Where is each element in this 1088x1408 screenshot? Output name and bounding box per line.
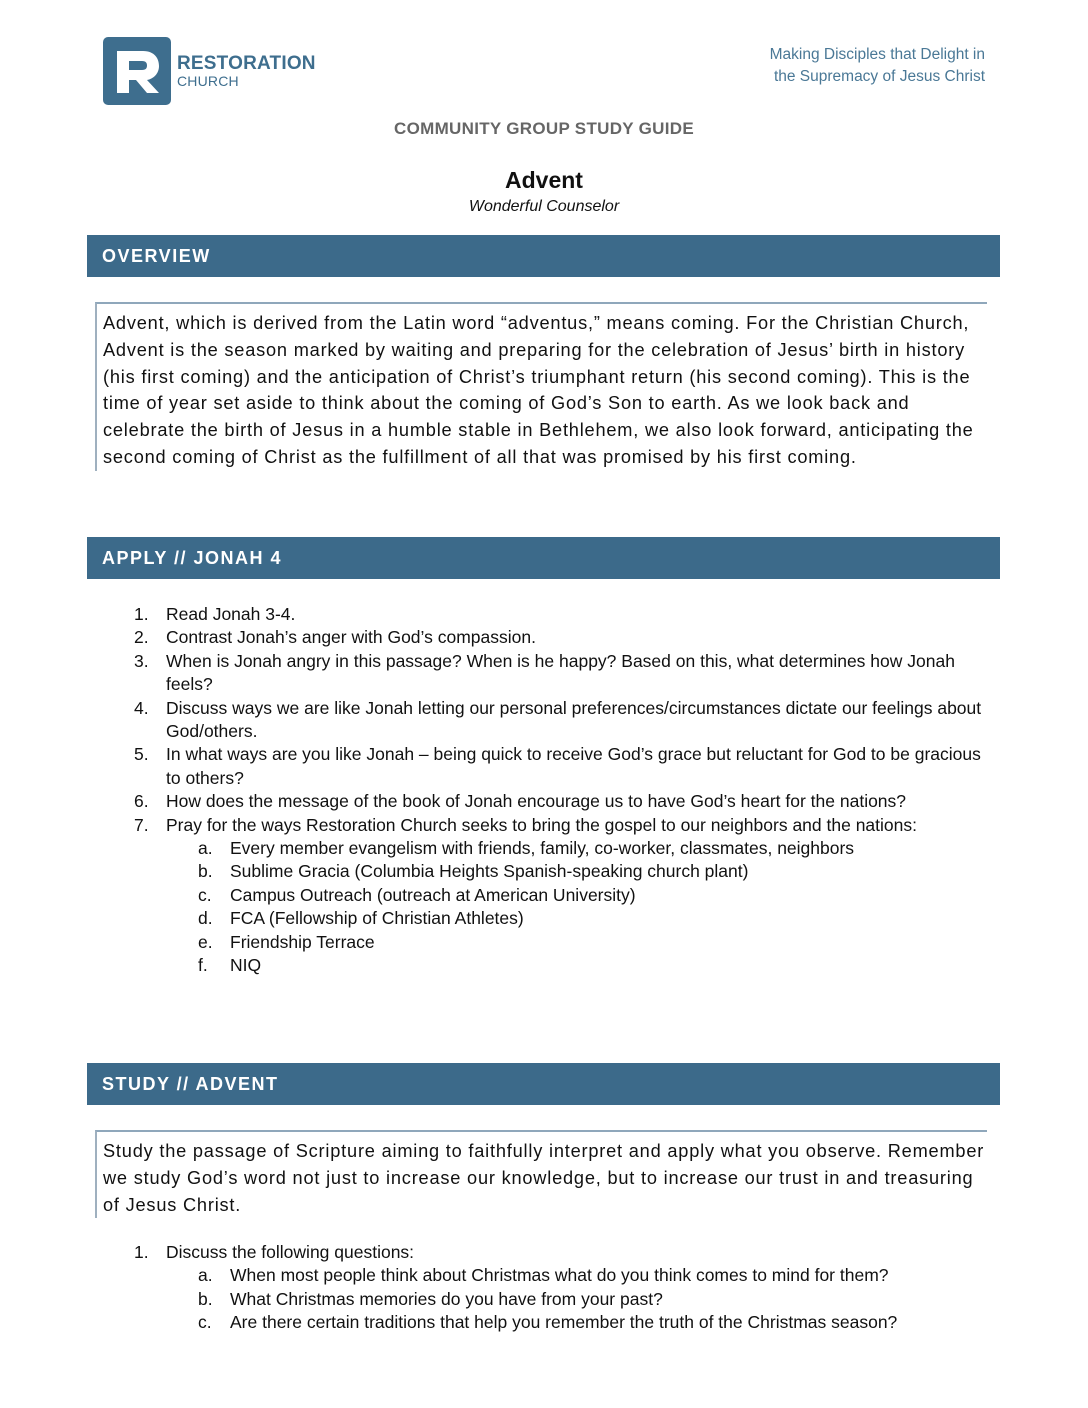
list-number: 4. [134,697,149,718]
sub-list-letter: f. [198,955,208,976]
sub-list-item [0,931,996,954]
section-heading-overview: OVERVIEW [87,235,1000,277]
sub-list-item-text: What Christmas memories do you have from your past? [230,1288,663,1309]
sub-list-item [0,837,996,860]
logo-r-icon [103,37,171,105]
list-item [0,650,996,697]
list-number: 7. [134,814,149,835]
sub-list-letter: c. [198,884,212,905]
sub-list-item-text: NIQ [230,955,262,976]
list-item-text: When is Jonah angry in this passage? When is he happy? Based on this, what determines how Jonah feels? [166,650,955,695]
list-number: 5. [134,744,149,765]
list-item-text: Contrast Jonah’s anger with God’s compassion. [166,627,536,648]
sub-list-item [0,907,996,930]
sub-list-letter: e. [198,931,213,952]
sub-list-letter: b. [198,1288,213,1309]
sub-list-item-text: FCA (Fellowship of Christian Athletes) [230,908,524,929]
sub-list-item-text: Sublime Gracia (Columbia Heights Spanish-speaking church plant) [230,861,749,882]
list-item [0,626,996,649]
list-number: 2. [134,627,149,648]
logo-name: RESTORATION [177,53,316,74]
list-item [0,743,996,790]
list-item [0,814,996,837]
guide-title: COMMUNITY GROUP STUDY GUIDE [394,119,694,138]
list-number: 1. [134,604,149,624]
section-heading-apply: APPLY // JONAH 4 [87,537,1000,579]
tagline-line-1: Making Disciples that Delight in [769,46,985,63]
apply-list [0,603,996,978]
study-intro-text: Study the passage of Scripture aiming to faithfully interpret and apply what you observe. Remember we study God’s word not just to increase our knowledge, but to increase our trust in and treasuring of Jesus Christ. [95,1130,987,1218]
tagline-line-2: the Supremacy of Jesus Christ [773,68,985,85]
logo-subname: CHURCH [177,73,239,89]
sub-list-item [0,1264,996,1287]
sub-list-letter: c. [198,1312,212,1333]
document-title: Advent [505,167,583,193]
list-item-text: Pray for the ways Restoration Church seeks to bring the gospel to our neighbors and the nations: [166,814,917,835]
tagline [770,44,985,88]
sub-list-letter: d. [198,908,213,929]
sub-list-item-text: When most people think about Christmas what do you think comes to mind for them? [230,1265,889,1286]
list-item-text: Discuss the following questions: [166,1242,415,1262]
sub-list-item-text: Are there certain traditions that help you remember the truth of the Christmas season? [230,1312,898,1333]
list-item [0,697,996,744]
overview-text: Advent, which is derived from the Latin word “adventus,” means coming. For the Christian Church, Advent is the season marked by waiting and preparing for the celebration of Jesus’ birth in history (his first coming) and the anticipation of Christ’s triumphant return (his second coming). This is the time of year set aside to think about the coming of God’s Son to earth. As we look back and celebrate the birth of Jesus in a humble stable in Bethlehem, we also look forward, anticipating the second coming of Christ as the fulfillment of all that was promised by his first coming. [95,302,987,471]
sub-list-item [0,1288,996,1311]
list-number: 1. [134,1242,149,1262]
sub-list-letter: b. [198,861,213,882]
sub-list-letter: a. [198,1265,213,1286]
sub-list-item [0,884,996,907]
list-item [0,1241,996,1264]
sub-list-item [0,860,996,883]
list-number: 6. [134,791,149,812]
list-item [0,603,996,626]
sub-list-item-text: Every member evangelism with friends, family, co-worker, classmates, neighbors [230,838,855,859]
study-list [0,1241,996,1335]
list-item-text: Read Jonah 3-4. [166,604,296,624]
sub-list-item-text: Campus Outreach (outreach at American University) [230,884,636,905]
sub-list-item [0,954,996,977]
list-item-text: How does the message of the book of Jonah encourage us to have God’s heart for the nations? [166,791,907,812]
section-heading-study: STUDY // ADVENT [87,1063,1000,1105]
list-item-text: Discuss ways we are like Jonah letting our personal preferences/circumstances dictate our feelings about God/others. [166,697,982,742]
sub-list-item [0,1311,996,1334]
sub-list-item-text: Friendship Terrace [230,931,375,952]
list-item-text: In what ways are you like Jonah – being quick to receive God’s grace but reluctant for God to be gracious to others? [166,744,981,788]
list-number: 3. [134,650,149,671]
document-subtitle: Wonderful Counselor [468,198,620,215]
sub-list-letter: a. [198,838,213,859]
church-logo [103,37,316,105]
list-item [0,790,996,813]
